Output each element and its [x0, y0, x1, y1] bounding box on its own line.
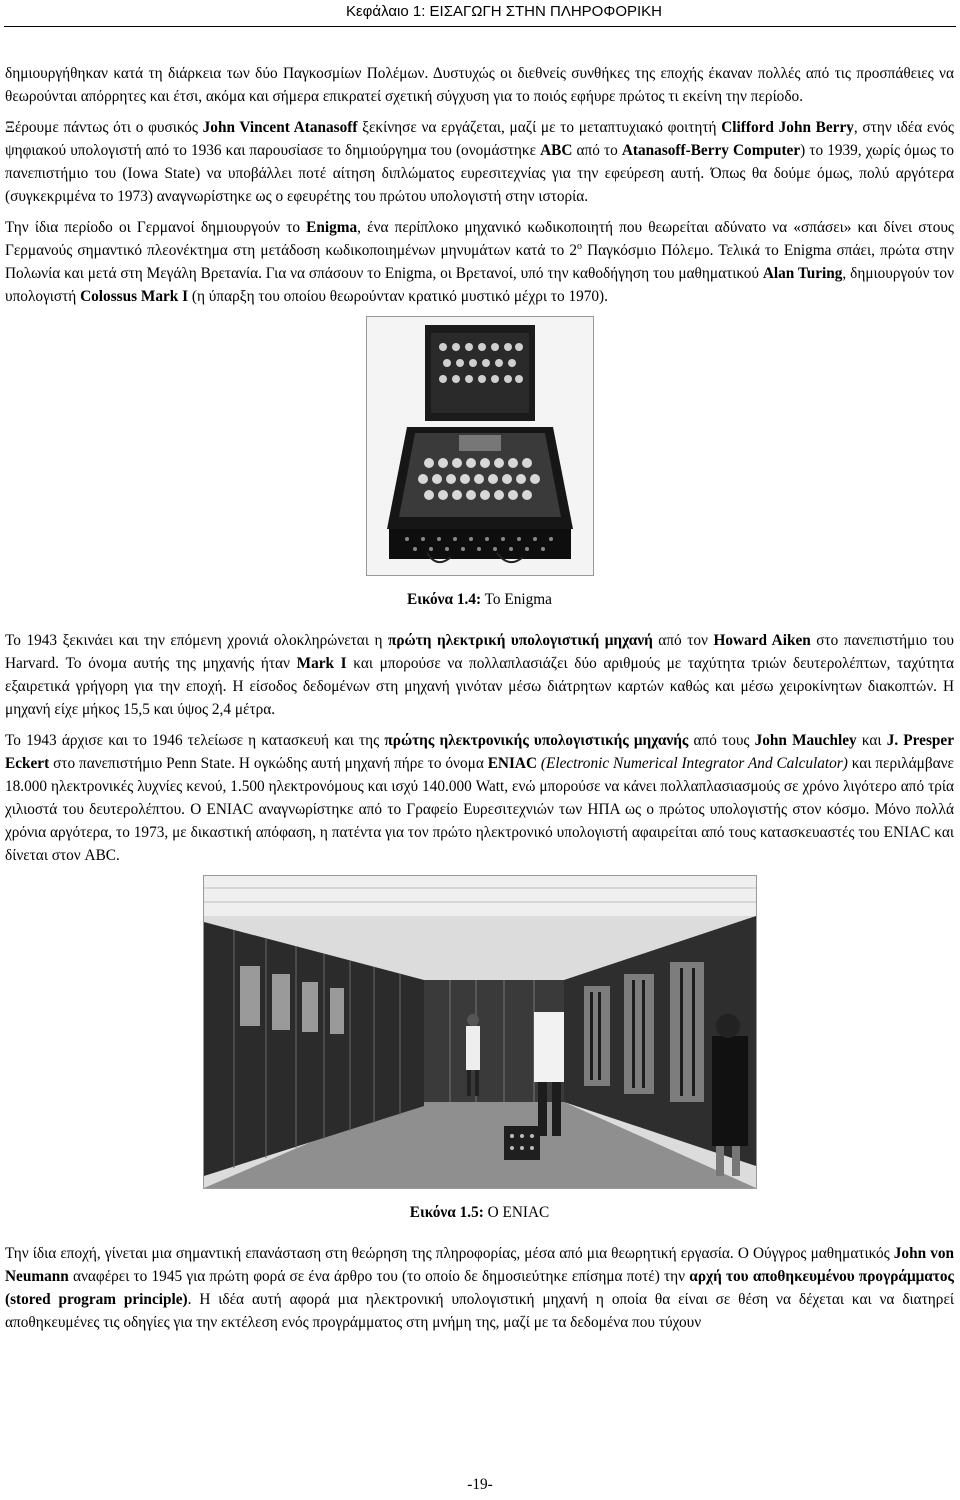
- term-first-electric-machine: πρώτη ηλεκτρική υπολογιστική μηχανή: [387, 632, 653, 649]
- person-turing: Alan Turing: [762, 265, 843, 282]
- term-mark-i: Mark I: [296, 655, 347, 672]
- person-berry: Clifford John Berry: [721, 119, 854, 136]
- header-rule: [4, 26, 956, 27]
- paragraph-von-neumann: Την ίδια εποχή, γίνεται μια σημαντική επανάσταση στη θεώρηση της πληροφορίας, μέσα από μια θεωρητική εργασία. Ο Ούγγρος μαθηματικός John von Neumann αναφέρει το 1945 για πρώτη φορά σε ένα άρθρο του (το οποίο δε δημοσιεύτηκε επίσημα ποτέ) την αρχή του αποθηκευμένου προγράμματος (stored program principle). Η ιδέα αυτή αφορά μια ηλεκτρονική υπολογιστική μηχανή η οποία θα είναι σε θέση να δέχεται και να διατηρεί αποθηκευμένες τις οδηγίες για την εκτέλεση ενός προγράμματος στη μνήμη της, μαζί με τα δεδομένα που τύχουν: [5, 1245, 954, 1331]
- page-number: -19-: [467, 1476, 493, 1493]
- figure-eniac: [5, 875, 954, 1193]
- term-eniac-expansion: (Electronic Numerical Integrator And Calculator): [537, 755, 848, 772]
- eniac-photo: [203, 875, 757, 1189]
- paragraph-enigma: Την ίδια περίοδο οι Γερμανοί δημιουργούν το Enigma, ένα περίπλοκο μηχανικό κωδικοποιητή που θεωρείται αδύνατο να «σπάσει» και δίνει στους Γερμανούς σημαντικό πλεονέκτημα στη μετάδοση κωδικοποιημένων μηνυμάτων κατά το $2^o$ Παγκόσμιο Πόλεμο. Τελικά το Enigma σπάει, πρώτα στην Πολωνία και μετά στη Μεγάλη Βρετανία. Για να σπάσουν το Enigma, οι Βρετανοί, υπό την καθοδήγηση του μαθηματικού Alan Turing, δημιουργούν τον υπολογιστή Colossus Mark I (η ύπαρξη του οποίου θεωρούνταν κρατικό μυστικό μέχρι το 1970).: [5, 219, 954, 305]
- figure-enigma-caption: Εικόνα 1.4: Το Enigma: [407, 591, 552, 608]
- person-eckert: J. Presper Eckert: [5, 732, 954, 772]
- person-mauchley: John Mauchley: [754, 732, 857, 749]
- paragraph-intro: δημιουργήθηκαν κατά τη διάρκεια των δύο Παγκοσμίων Πολέμων. Δυστυχώς οι διεθνείς συνθήκες της εποχής έκαναν πολλές από τις προσπάθειες να θεωρούνται απόρρητες και έτσι, ακόμα και σήμερα επικρατεί σχετική σύγχυση για το ποιός εφήυρε πρώτος τι εκείνη την περίοδο.: [5, 65, 954, 105]
- term-enigma: Enigma: [306, 219, 358, 236]
- paragraph-atanasoff: Ξέρουμε πάντως ότι ο φυσικός John Vincent Atanasoff ξεκίνησε να εργάζεται, μαζί με το μεταπτυχιακό φοιτητή Clifford John Berry, στην ιδέα ενός ψηφιακού υπολογιστή από το 1936 και παρουσίασε το δημιούργημα του (ονομάστηκε ABC από το Atanasoff-Berry Computer) το 1939, χωρίς όμως το πανεπιστήμιο του (Iowa State) να υποβάλλει ποτέ αίτηση διπλώματος ευρεσιτεχνίας για την εφεύρεση αυτή. Όπως θα δούμε όμως, πολύ αργότερα (συγκεκριμένα το 1973) αναγνωρίστηκε ως ο εφευρέτης του πρώτου υπολογιστή στην ιστορία.: [5, 119, 955, 205]
- figure-eniac-caption: Εικόνα 1.5: Ο ENIAC: [409, 1204, 550, 1221]
- term-abc: ABC: [540, 142, 573, 159]
- figure-enigma: [5, 316, 954, 580]
- person-von-neumann: John von Neumann: [5, 1245, 954, 1285]
- term-colossus: Colossus Mark I: [80, 288, 189, 305]
- paragraph-eniac: Το 1943 άρχισε και το 1946 τελείωσε η κατασκευή και της πρώτης ηλεκτρονικής υπολογιστικής μηχανής από τους John Mauchley και J. Presper Eckert στο πανεπιστήμιο Penn State. Η ογκώδης αυτή μηχανή πήρε το όνομα ENIAC (Electronic Numerical Integrator And Calculator) και περιλάμβανε 18.000 ηλεκτρονικές λυχνίες κενού, 1.500 ηλεκτρονόμους και ισχύ 140.000 Watt, ενώ μπορούσε να κάνει πολλαπλασιασμούς σε χρόνο λιγότερο από τρία χιλιοστά του δευτερολέπτου. Ο ENIAC αναγνωρίστηκε από το Γραφείο Ευρεσιτεχνιών των ΗΠΑ ως ο πρώτος υπολογιστής στον κόσμο. Μόνο πολλά χρόνια αργότερα, το 1973, με δικαστική απόφαση, η πατέντα για τον πρώτο ηλεκτρονικό υπολογιστή αφαιρείται από τους κατασκευαστές του ENIAC και δίνεται στον ABC.: [5, 732, 954, 864]
- term-eniac: ENIAC: [487, 755, 538, 772]
- page-body: [5, 62, 954, 1342]
- term-atanasoff-berry-computer: Atanasoff-Berry Computer: [621, 142, 801, 159]
- chapter-title: Κεφάλαιο 1: ΕΙΣΑΓΩΓΗ ΣΤΗΝ ΠΛΗΡΟΦΟΡΙΚΗ: [345, 3, 662, 20]
- page-header: [0, 0, 960, 30]
- person-atanasoff: John Vincent Atanasoff: [202, 119, 358, 136]
- enigma-photo: [366, 316, 594, 576]
- paragraph-mark-i: Το 1943 ξεκινάει και την επόμενη χρονιά ολοκληρώνεται η πρώτη ηλεκτρική υπολογιστική μηχανή από τον Howard Aiken στο πανεπιστήμιο του Harvard. Το όνομα αυτής της μηχανής ήταν Mark I και μπορούσε να πολλαπλασιάζει δύο αριθμούς με ταχύτητα τριών δευτερολέπτων, ταχύτητα εξαιρετικά γρήγορη για την εποχή. Η είσοδος δεδομένων στη μηχανή γινόταν μέσω διάτρητων καρτών καθώς και μέσω χειροκίνητων διακοπτών. Η μηχανή είχε μήκος 15,5 και ύψος 2,4 μέτρα.: [5, 632, 955, 718]
- term-first-electronic-machine: πρώτης ηλεκτρονικής υπολογιστικής μηχανής: [384, 732, 689, 749]
- term-stored-program-principle: αρχή του αποθηκευμένου προγράμματος (stored program principle): [5, 1268, 954, 1308]
- person-aiken: Howard Aiken: [713, 632, 811, 649]
